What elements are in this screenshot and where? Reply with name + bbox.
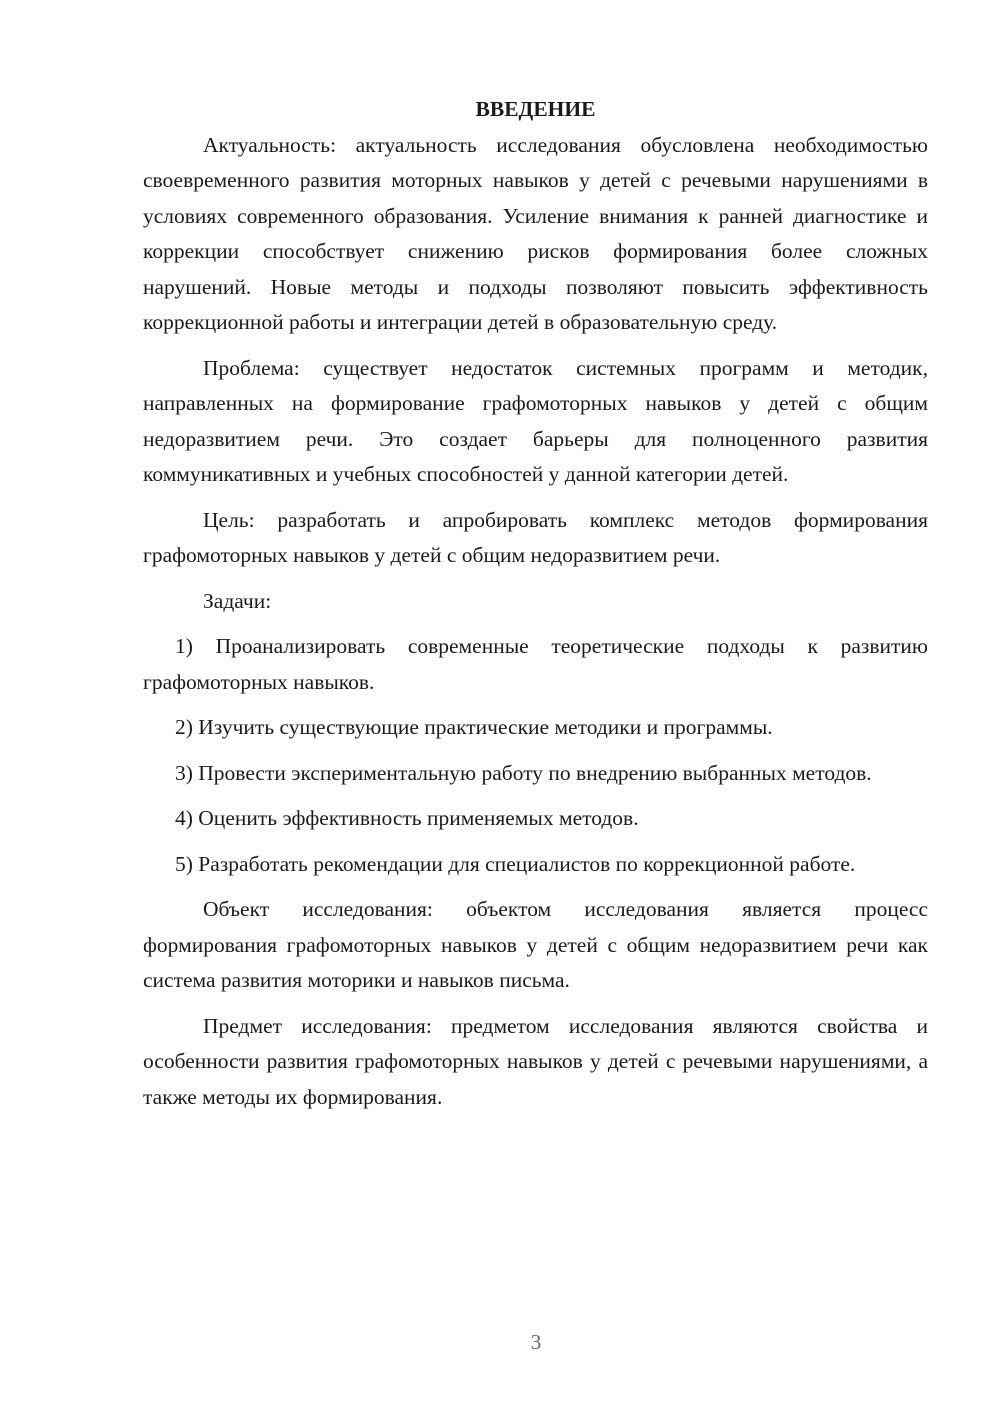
task-item-2: 2) Изучить существующие практические методики и программы. — [175, 715, 773, 739]
paragraph-subject: Предмет исследования: предметом исследования являются свойства и особенности развития графомоторных навыков у детей с речевыми нарушениями, а также методы их формирования. — [143, 1013, 928, 1109]
page-number: 3 — [530, 1330, 542, 1354]
paragraph-object: Объект исследования: объектом исследования является процесс формирования графомоторных навыков у детей с общим недоразвитием речи как система развития моторики и навыков письма. — [143, 897, 928, 992]
task-item-1: 1) Проанализировать современные теоретические подходы к развитию графомоторных навыков. — [143, 634, 928, 694]
document-page — [143, 90, 928, 1125]
paragraph-relevance: Актуальность: актуальность исследования обусловлена необходимостью своевременного развития моторных навыков у детей с речевыми нарушениями в условиях современного образования. Усиление внимания к ранней диагностике и коррекции способствует снижению рисков формирования более сложных нарушений. Новые методы и подходы позволяют повысить эффективность коррекционной работы и интеграции детей в образовательную среду. — [143, 132, 928, 334]
page-title: ВВЕДЕНИЕ — [475, 97, 596, 121]
paragraph-goal: Цель: разработать и апробировать комплекс методов формирования графомоторных навыков у детей с общим недоразвитием речи. — [143, 507, 928, 567]
task-item-5: 5) Разработать рекомендации для специалистов по коррекционной работе. — [175, 851, 856, 876]
task-item-3: 3) Провести экспериментальную работу по внедрению выбранных методов. — [175, 760, 872, 785]
task-item-4: 4) Оценить эффективность применяемых методов. — [175, 806, 639, 830]
tasks-label: Задачи: — [203, 588, 272, 613]
paragraph-problem: Проблема: существует недостаток системных программ и методик, направленных на формирование графомоторных навыков у детей с общим недоразвитием речи. Это создает барьеры для полноценного развития коммуникативных и учебных способностей у данной категории детей. — [143, 355, 928, 486]
